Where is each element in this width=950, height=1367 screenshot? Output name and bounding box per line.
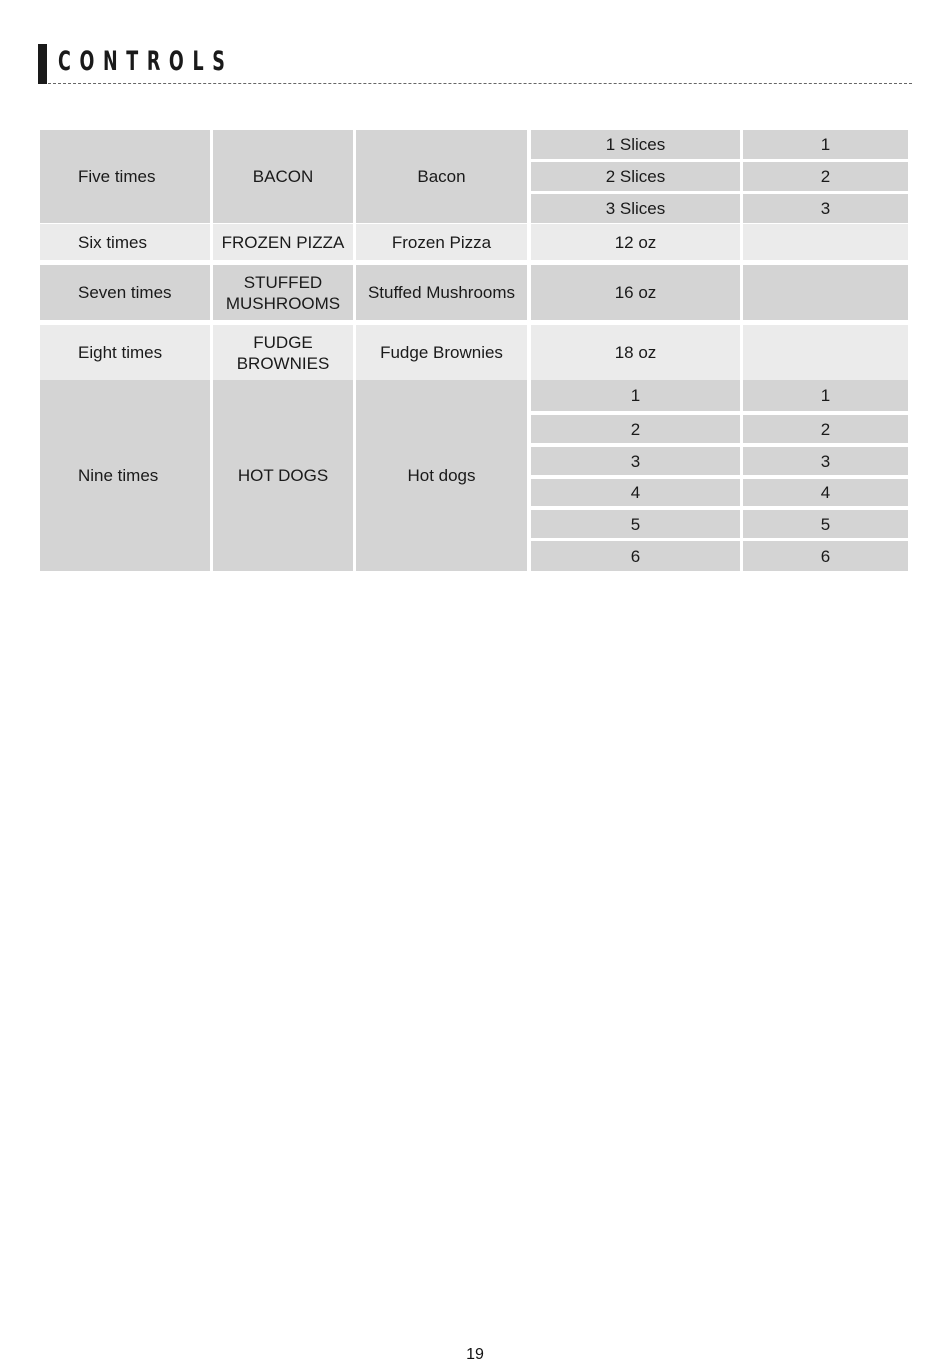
presses-cell: Eight times [40, 325, 210, 380]
code-cell: 2 [743, 415, 908, 443]
header-dashed-rule [48, 83, 912, 84]
amount-cell: 18 oz [531, 325, 740, 380]
amount-cell: 1 [531, 380, 740, 411]
presses-cell: Six times [40, 224, 210, 260]
code-cell: 5 [743, 510, 908, 538]
amount-cell: 3 [531, 447, 740, 475]
cooking-table [40, 130, 908, 571]
amount-cell: 16 oz [531, 265, 740, 320]
code-cell: 6 [743, 541, 908, 571]
page-title: CONTROLS [58, 46, 234, 77]
code-cell: 2 [743, 162, 908, 191]
display-line: STUFFED [243, 272, 323, 292]
food-cell: Bacon [356, 130, 527, 223]
display-cell: FROZEN PIZZA [213, 224, 353, 260]
header-bar [38, 44, 47, 84]
amount-cell: 4 [531, 479, 740, 506]
food-cell: Fudge Brownies [356, 325, 527, 380]
display-line: MUSHROOMS [225, 293, 341, 313]
amount-cell: 5 [531, 510, 740, 538]
display-line: BROWNIES [236, 353, 330, 373]
code-cell: 1 [743, 130, 908, 159]
presses-cell: Five times [40, 130, 210, 223]
code-cell [743, 325, 908, 380]
presses-cell: Seven times [40, 265, 210, 320]
display-cell [213, 325, 353, 380]
food-cell: Hot dogs [356, 380, 527, 571]
display-cell: HOT DOGS [213, 380, 353, 571]
display-cell: BACON [213, 130, 353, 223]
food-cell: Stuffed Mushrooms [356, 265, 527, 320]
amount-cell: 1 Slices [531, 130, 740, 159]
display-line: FUDGE [253, 332, 313, 352]
amount-cell: 12 oz [531, 224, 740, 260]
food-cell: Frozen Pizza [356, 224, 527, 260]
section-header [38, 44, 912, 86]
presses-cell: Nine times [40, 380, 210, 571]
amount-cell: 3 Slices [531, 194, 740, 223]
code-cell: 3 [743, 194, 908, 223]
amount-cell: 6 [531, 541, 740, 571]
display-cell [213, 265, 353, 320]
code-cell: 1 [743, 380, 908, 411]
amount-cell: 2 [531, 415, 740, 443]
amount-cell: 2 Slices [531, 162, 740, 191]
code-cell [743, 265, 908, 320]
page-number: 19 [466, 1346, 484, 1363]
code-cell [743, 224, 908, 260]
code-cell: 4 [743, 479, 908, 506]
code-cell: 3 [743, 447, 908, 475]
